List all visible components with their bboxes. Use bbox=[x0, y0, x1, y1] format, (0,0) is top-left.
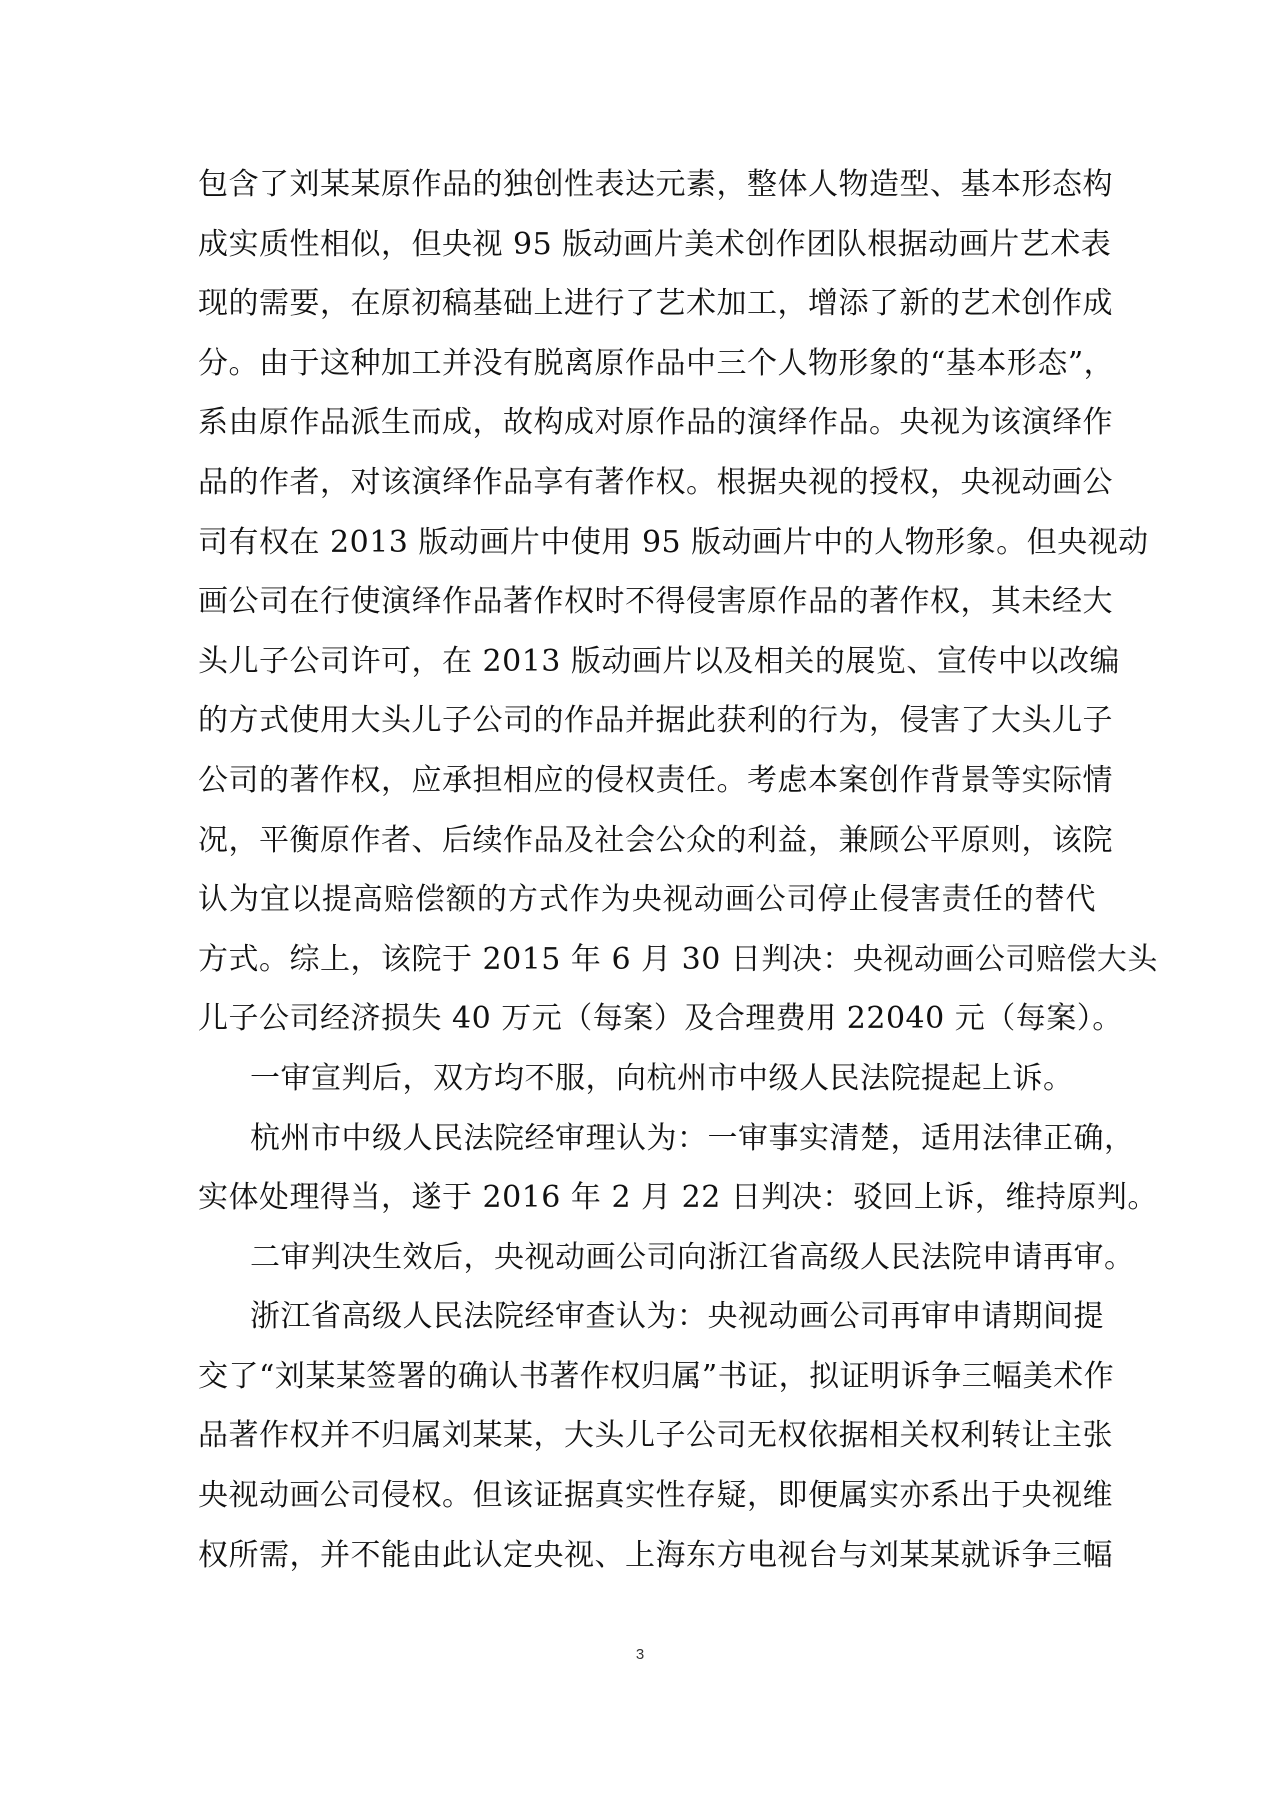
text-line: 实体处理得当，遂于 2016 年 2 月 22 日判决：驳回上诉，维持原判。 bbox=[198, 1180, 1158, 1216]
text-line: 央视动画公司侵权。但该证据真实性存疑，即便属实亦系出于央视维 bbox=[198, 1478, 1113, 1514]
text-line: 的方式使用大头儿子公司的作品并据此获利的行为，侵害了大头儿子 bbox=[198, 703, 1113, 739]
text-line: 司有权在 2013 版动画片中使用 95 版动画片中的人物形象。但央视动 bbox=[198, 524, 1149, 560]
text-line: 包含了刘某某原作品的独创性表达元素，整体人物造型、基本形态构 bbox=[198, 167, 1113, 202]
body-text bbox=[198, 155, 1158, 1585]
text-line: 头儿子公司许可，在 2013 版动画片以及相关的展览、宣传中以改编 bbox=[198, 643, 1120, 679]
text-line: 现的需要，在原初稿基础上进行了艺术加工，增添了新的艺术创作成 bbox=[198, 286, 1113, 322]
text-line: 分。由于这种加工并没有脱离原作品中三个人物形象的“基本形态”， bbox=[198, 345, 1115, 381]
text-line: 儿子公司经济损失 40 万元（每案）及合理费用 22040 元（每案）。 bbox=[198, 1001, 1123, 1037]
text-line: 品著作权并不归属刘某某，大头儿子公司无权依据相关权利转让主张 bbox=[198, 1418, 1113, 1454]
text-line: 况，平衡原作者、后续作品及社会公众的利益，兼顾公平原则，该院 bbox=[198, 822, 1113, 858]
text-line: 公司的著作权，应承担相应的侵权责任。考虑本案创作背景等实际情 bbox=[198, 762, 1113, 798]
text-line: 方式。综上，该院于 2015 年 6 月 30 日判决：央视动画公司赔偿大头 bbox=[198, 941, 1158, 977]
text-line: 交了“刘某某签署的确认书著作权归属”书证，拟证明诉争三幅美术作 bbox=[198, 1358, 1115, 1394]
paragraph-first-line: 一审宣判后，双方均不服，向杭州市中级人民法院提起上诉。 bbox=[250, 1060, 1074, 1096]
paragraph-first-line: 浙江省高级人民法院经审查认为：央视动画公司再审申请期间提 bbox=[250, 1299, 1104, 1335]
text-line: 成实质性相似，但央视 95 版动画片美术创作团队根据动画片艺术表 bbox=[198, 226, 1112, 262]
text-line: 品的作者，对该演绎作品享有著作权。根据央视的授权，央视动画公 bbox=[198, 464, 1113, 500]
page-number: 3 bbox=[635, 1646, 645, 1663]
paragraph-first-line: 杭州市中级人民法院经审理认为：一审事实清楚，适用法律正确， bbox=[250, 1120, 1135, 1156]
text-line: 认为宜以提高赔偿额的方式作为央视动画公司停止侵害责任的替代 bbox=[198, 882, 1096, 918]
text-line: 权所需，并不能由此认定央视、上海东方电视台与刘某某就诉争三幅 bbox=[198, 1537, 1113, 1573]
text-line: 画公司在行使演绎作品著作权时不得侵害原作品的著作权，其未经大 bbox=[198, 584, 1113, 620]
text-line: 系由原作品派生而成，故构成对原作品的演绎作品。央视为该演绎作 bbox=[198, 405, 1113, 441]
paragraph-first-line: 二审判决生效后，央视动画公司向浙江省高级人民法院申请再审。 bbox=[250, 1239, 1135, 1275]
